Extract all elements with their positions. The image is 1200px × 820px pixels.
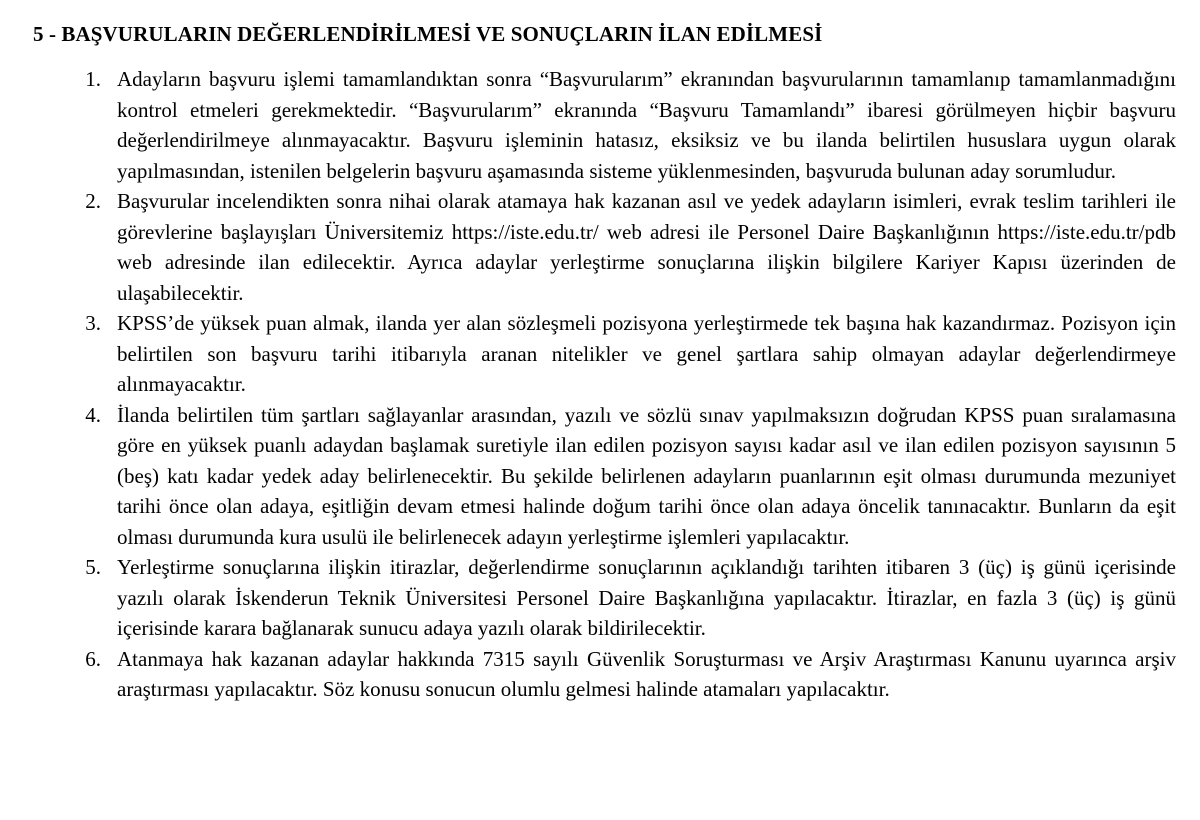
list-item-number: 3.	[85, 311, 101, 335]
list-item-number: 6.	[85, 646, 101, 671]
numbered-list	[33, 64, 1176, 705]
list-item	[33, 644, 1176, 705]
list-item-number: 5.	[85, 555, 101, 579]
list-item-number: 1.	[85, 67, 101, 91]
list-item-text: KPSS’de yüksek puan almak, ilanda yer alan sözleşmeli pozisyona yerleştirmede tek başına hak kazandırmaz. Pozisyon için belirtilen son başvuru tarihi itibarıyla aranan nitelikler ve genel şartlara sahip olmayan adaylar değerlendirmeye alınmayacaktır.	[117, 311, 1176, 396]
list-item-text: Yerleştirme sonuçlarına ilişkin itirazlar, değerlendirme sonuçlarının açıklandığı tarihten itibaren 3 (üç) iş günü içerisinde yazılı olarak İskenderun Teknik Üniversitesi Personel Daire Başkanlığına yapılacaktır. İtirazlar, en fazla 3 (üç) iş günü içerisinde karara bağlanarak sunucu adaya yazılı olarak bildirilecektir.	[117, 555, 1176, 640]
list-item	[33, 400, 1176, 553]
list-item-text: Adayların başvuru işlemi tamamlandıktan sonra “Başvurularım” ekranından başvurularının tamamlanıp tamamlanmadığını kontrol etmeleri gerekmektedir. “Başvurularım” ekranında “Başvuru Tamamlandı” ibaresi görülmeyen hiçbir başvuru değerlendirilmeye alınmayacaktır. Başvuru işleminin hatasız, eksiksiz ve bu ilanda belirtilen hususlara uygun olarak yapılmasından, istenilen belgelerin başvuru aşamasında sisteme yüklenmesinden, başvuruda bulunan aday sorumludur.	[117, 67, 1176, 183]
section-title: 5 - BAŞVURULARIN DEĞERLENDİRİLMESİ VE SONUÇLARIN İLAN EDİLMESİ	[33, 22, 823, 46]
list-item-number: 4.	[85, 402, 101, 427]
list-item	[33, 308, 1176, 400]
list-item	[33, 64, 1176, 186]
list-item-text: Başvurular incelendikten sonra nihai olarak atamaya hak kazanan asıl ve yedek adayların isimleri, evrak teslim tarihleri ile görevlerine başlayışları Üniversitemiz https://iste.edu.tr/ web adresi ile Personel Daire Başkanlığının https://iste.edu.tr/pdb web adresinde ilan edilecektir. Ayrıca adaylar yerleştirme sonuçlarına ilişkin bilgilere Kariyer Kapısı üzerinden de ulaşabilecektir.	[117, 189, 1176, 305]
list-item	[33, 552, 1176, 644]
list-item-text: İlanda belirtilen tüm şartları sağlayanlar arasından, yazılı ve sözlü sınav yapılmaksızın doğrudan KPSS puan sıralamasına göre en yüksek puanlı adaydan başlamak suretiyle ilan edilen pozisyon sayısı kadar asıl ve ilan edilen pozisyon sayısının 5 (beş) katı kadar yedek aday belirlenecektir. Bu şekilde belirlenen adayların puanlarının eşit olması durumunda mezuniyet tarihi önce olan adaya, eşitliğin devam etmesi halinde doğum tarihi önce olan adaya öncelik tanınacaktır. Bunların da eşit olması durumunda kura usulü ile belirlenecek adayın yerleştirme işlemleri yapılacaktır.	[117, 402, 1176, 549]
list-item-number: 2.	[85, 189, 101, 213]
list-item	[33, 186, 1176, 308]
list-item-text: Atanmaya hak kazanan adaylar hakkında 7315 sayılı Güvenlik Soruşturması ve Arşiv Araştırması Kanunu uyarınca arşiv araştırması yapılacaktır. Söz konusu sonucun olumlu gelmesi halinde atamaları yapılacaktır.	[117, 646, 1176, 701]
